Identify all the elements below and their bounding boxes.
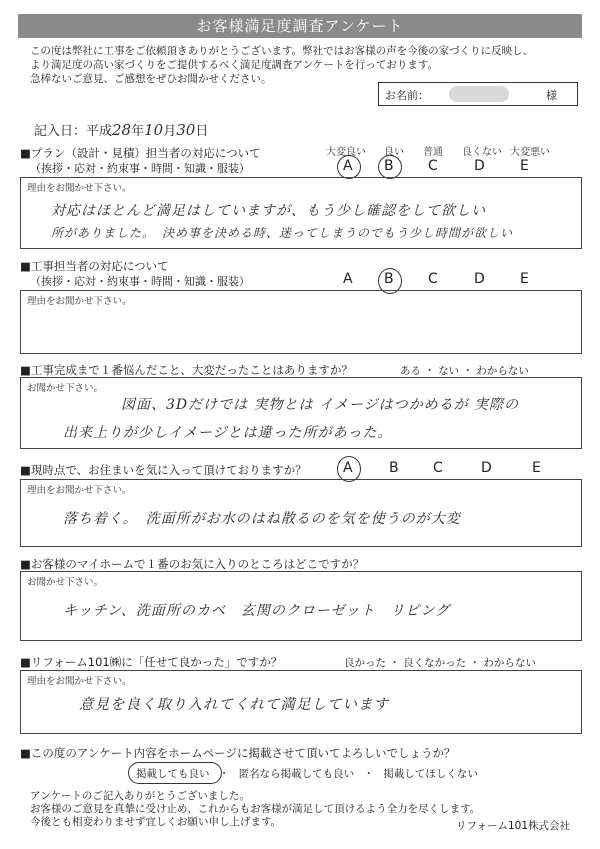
date-day[interactable]: 30 (176, 121, 196, 139)
name-field[interactable] (378, 82, 578, 106)
rating-header-a: 大変良い (326, 147, 366, 158)
footer-line: 今後とも相変わりませず宜しくお願い申し上げます。 (30, 816, 282, 828)
date-label: 記入日：平成 (34, 124, 113, 139)
q1-subtitle: （挨拶・応対・約束事・時間・知識・服装） (30, 162, 250, 175)
q1-answer-line: 対応はほとんど満足はしていますが、もう少し確認をして欲しい (51, 203, 486, 219)
rating-e[interactable]: E (532, 460, 541, 476)
reason-label: 理由をお聞かせ下さい。 (27, 676, 132, 687)
rating-d[interactable]: D (474, 158, 485, 174)
intro-line: この度は弊社に工事をご依頼頂きありがとうございます。弊社ではお客様の声を今後の家づくりに反映し、 (30, 45, 534, 57)
rating-b[interactable]: B (384, 271, 394, 287)
rating-header-b: 良い (384, 147, 404, 158)
q6-options (344, 655, 536, 670)
intro-text (30, 44, 570, 86)
rating-b[interactable]: B (384, 158, 394, 174)
option-good[interactable]: 良かった (344, 657, 386, 669)
rating-header-c: 普通 (423, 147, 443, 158)
q7-title: ■この度のアンケート内容をホームページに掲載させて頂いてよろしいでしょうか？ (20, 746, 456, 760)
option-unknown[interactable]: わからない (483, 657, 536, 669)
name-suffix: 様 (546, 89, 557, 102)
q1-reason-box[interactable] (20, 177, 582, 249)
q5-title: ■お客様のマイホームで１番のお気に入りのところはどこですか？ (20, 557, 365, 571)
rating-c[interactable]: C (428, 158, 438, 174)
rating-a[interactable]: A (343, 271, 353, 287)
footer-line: アンケートのご記入ありがとうございました。 (30, 790, 250, 802)
date-day-unit: 日 (195, 124, 209, 139)
option-separator: ・ (218, 768, 230, 780)
q3-answer-box[interactable] (20, 377, 582, 449)
rating-e[interactable]: E (520, 158, 529, 174)
q3-answer-line: 図面、3Dだけでは 実物とは イメージはつかめるが 実際の (121, 397, 520, 413)
ask-label: お聞かせ下さい。 (27, 383, 104, 394)
q2-title: ■工事担当者の対応について (20, 259, 169, 273)
rating-c[interactable]: C (433, 460, 443, 476)
rating-a[interactable]: A (343, 158, 353, 174)
reason-label: 理由をお聞かせ下さい。 (27, 183, 132, 194)
ask-label: お聞かせ下さい。 (27, 577, 104, 588)
q4-title: ■現時点で、お住まいを気に入って頂けておりますか？ (20, 463, 307, 477)
option-not-good[interactable]: 良くなかった (403, 657, 467, 669)
rating-d[interactable]: D (474, 271, 485, 287)
option-publish-no[interactable]: 掲載してほしくない (383, 768, 478, 780)
footer-line: お客様のご意見を真摯に受け止め、これからもお客様が満足して頂けるよう全力を尽くします。 (30, 803, 481, 815)
company-name: リフォーム101株式会社 (456, 820, 571, 832)
option-no[interactable]: ない (438, 365, 460, 377)
entry-date (34, 120, 208, 139)
option-separator: ・ (424, 365, 435, 377)
q5-answer-line: キッチン、洗面所のカベ 玄関のクローゼット リビング (63, 603, 451, 619)
rating-header-d: 良くない (462, 147, 502, 158)
q2-reason-box[interactable] (20, 290, 582, 354)
rating-e[interactable]: E (520, 271, 529, 287)
reason-label: 理由をお聞かせ下さい。 (27, 296, 132, 307)
option-publish-anonymous[interactable]: 匿名なら掲載しても良い (238, 768, 355, 780)
rating-d[interactable]: D (481, 460, 492, 476)
q1-answer-line: 所がありました。 決め事を決める時、迷ってしまうのでもう少し時間が欲しい (51, 226, 514, 240)
q2-subtitle: （挨拶・応対・約束事・時間・知識・服装） (30, 275, 250, 288)
date-month[interactable]: 10 (144, 121, 164, 139)
q4-reason-box[interactable] (20, 479, 582, 547)
q7-options (136, 766, 478, 781)
date-month-unit: 月 (163, 124, 177, 139)
q1-title: ■プラン（設計・見積）担当者の対応について (20, 146, 261, 160)
q3-title: ■工事完成まで１番悩んだこと、大変だったことはありますか？ (20, 363, 353, 377)
name-redacted (449, 86, 509, 102)
q6-title: ■リフォーム101㈱に「任せて良かった」ですか？ (20, 655, 283, 669)
rating-a[interactable]: A (343, 460, 353, 476)
intro-line: より満足度の高い家づくりをご提供するべく満足度調査アンケートを行っております。 (30, 59, 439, 71)
option-separator: ・ (469, 657, 481, 669)
rating-header-e: 大変悪い (510, 147, 550, 158)
rating-c[interactable]: C (428, 271, 438, 287)
option-separator: ・ (389, 657, 400, 669)
q6-reason-box[interactable] (20, 670, 582, 734)
name-label: お名前： (385, 89, 429, 102)
option-yes[interactable]: ある (400, 365, 421, 377)
option-separator: ・ (363, 768, 375, 780)
q3-answer-line: 出来上りが少しイメージとは違った所があった。 (63, 425, 393, 441)
page-title: お客様満足度調査アンケート (18, 14, 582, 38)
q4-answer-line: 落ち着く。 洗面所がお水のはね散るのを気を使うのが大変 (63, 511, 461, 527)
q3-options (400, 363, 529, 378)
date-year-unit: 年 (131, 124, 145, 139)
option-unknown[interactable]: わからない (476, 365, 529, 377)
intro-line: 急棒ないご意見、ご感想をぜひお聞かせください。 (30, 73, 272, 85)
date-year[interactable]: 28 (112, 121, 132, 139)
q5-answer-box[interactable] (20, 571, 582, 641)
reason-label: 理由をお聞かせ下さい。 (27, 485, 132, 496)
rating-b[interactable]: B (389, 460, 399, 476)
option-separator: ・ (462, 365, 474, 377)
q6-answer-line: 意見を良く取り入れてくれて満足しています (79, 697, 389, 713)
option-publish-ok[interactable]: 掲載しても良い (136, 768, 210, 780)
